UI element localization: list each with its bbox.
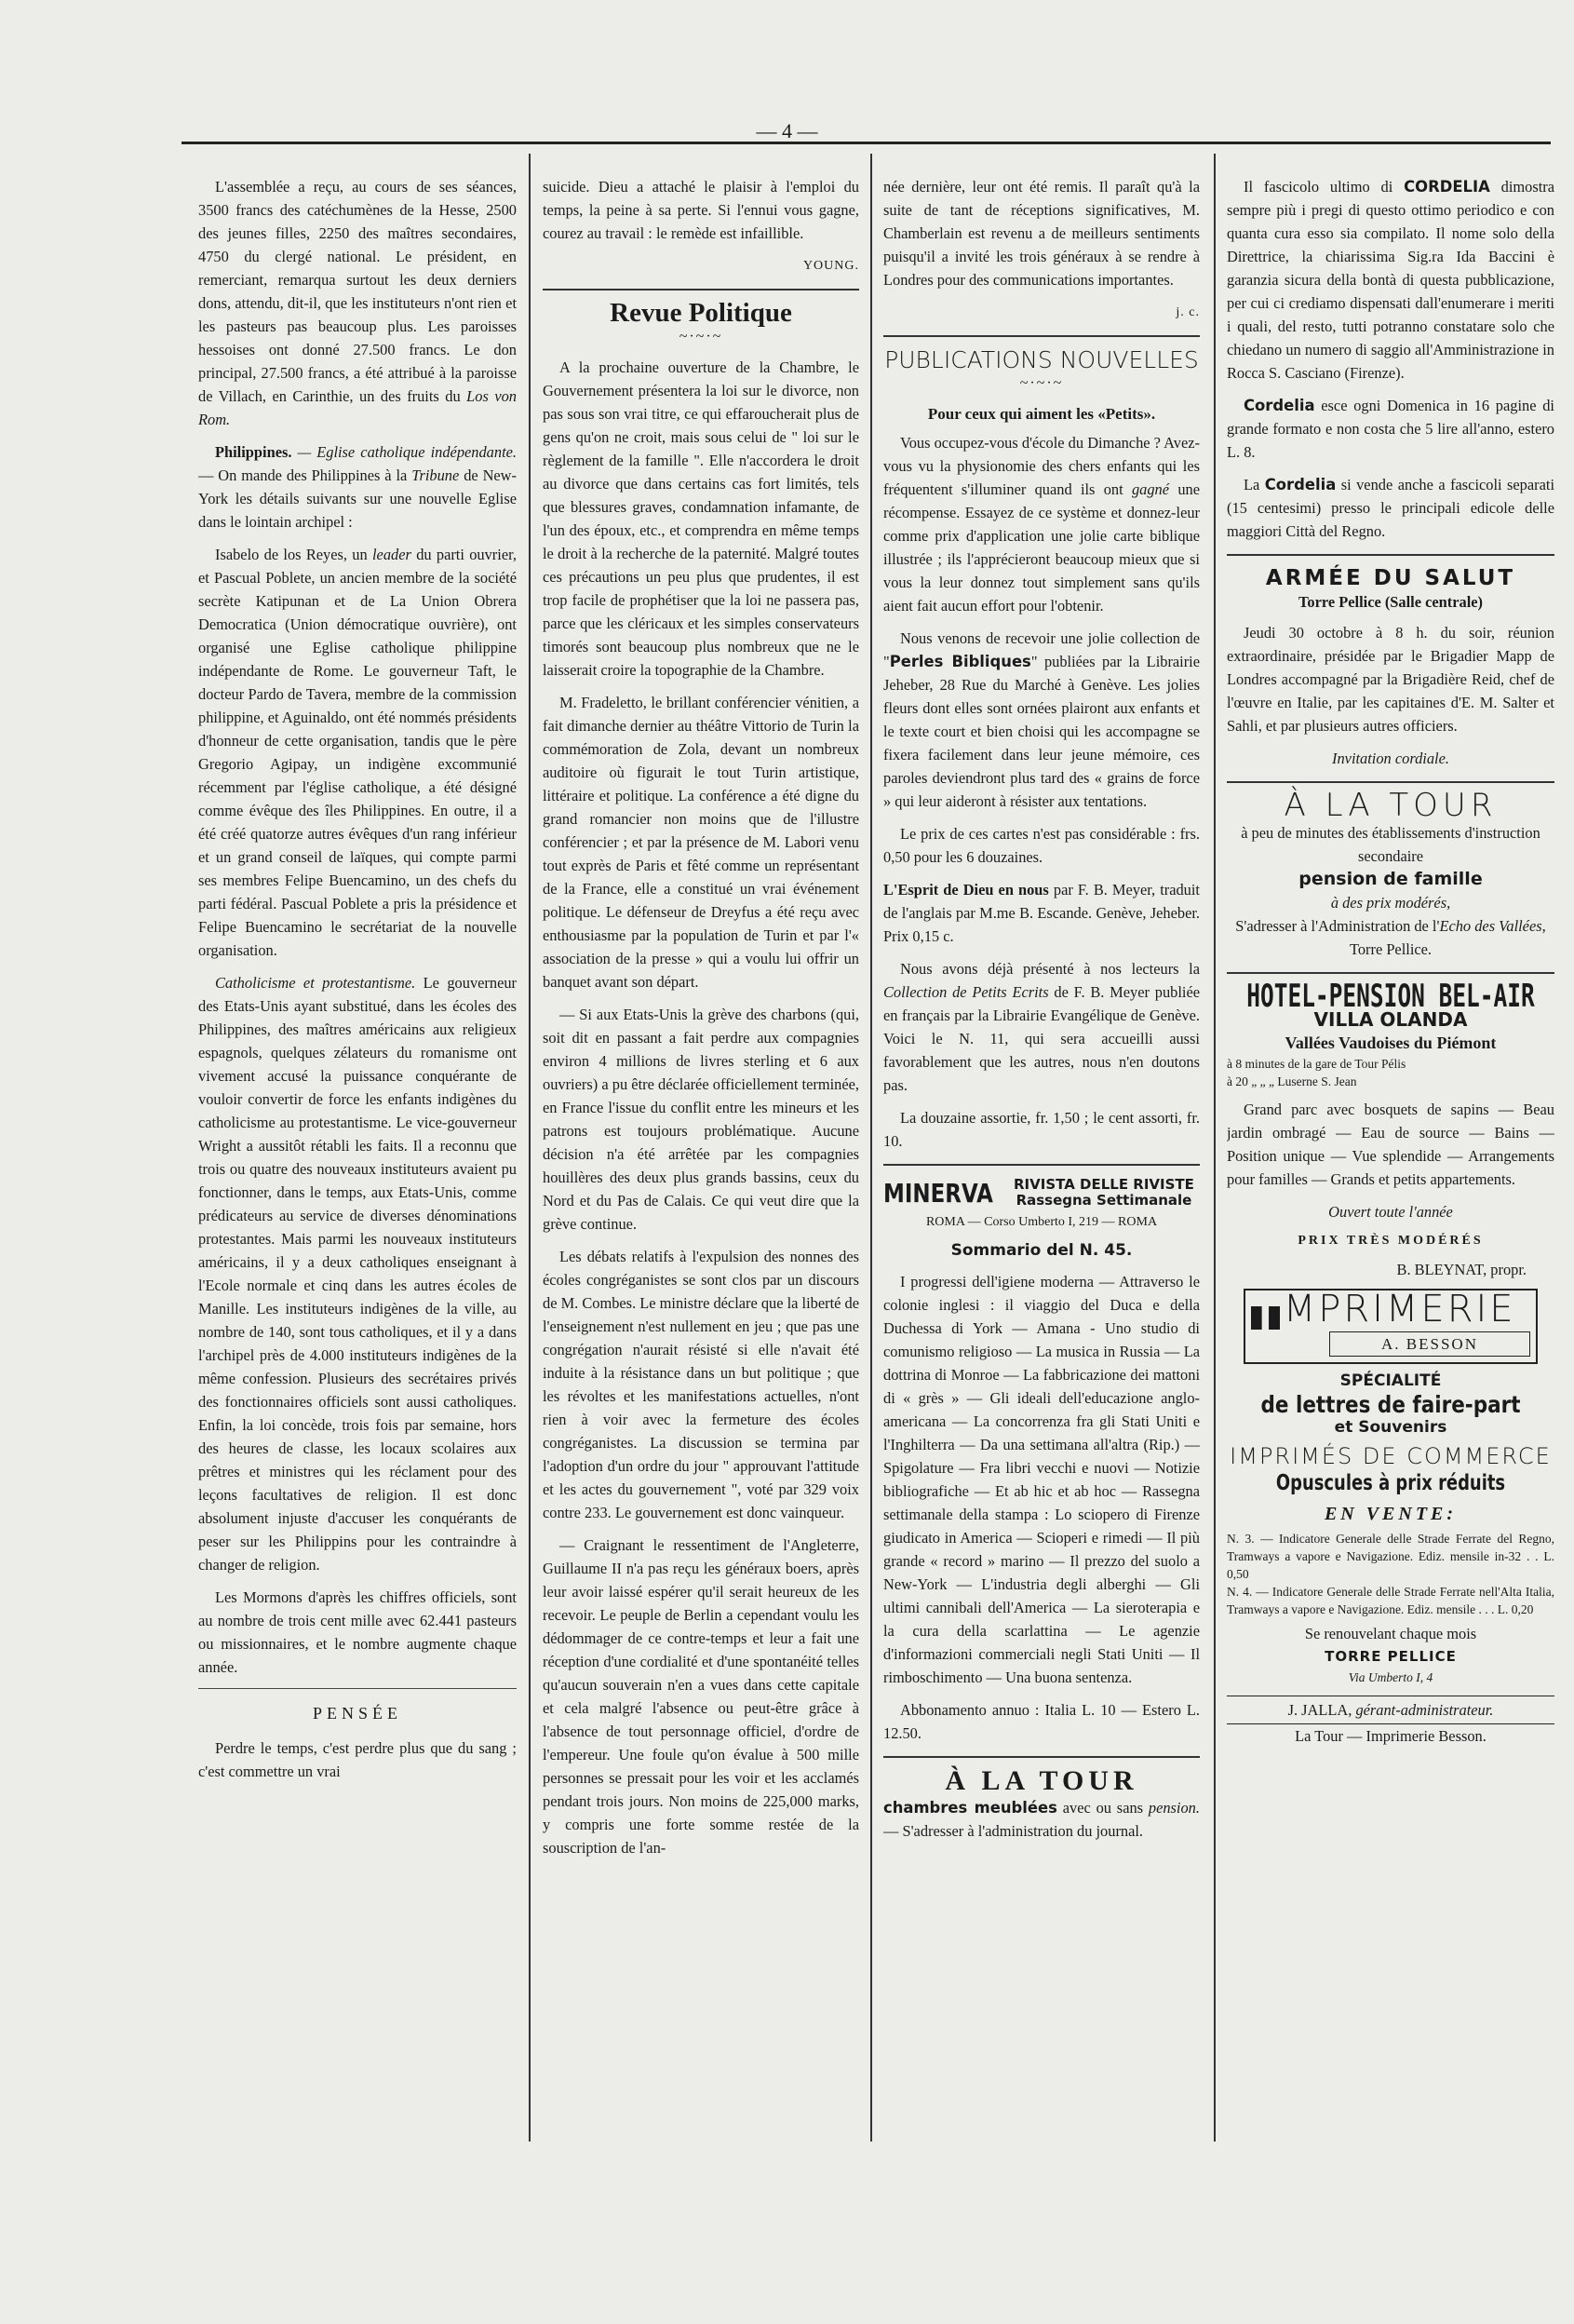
- divider: [198, 1688, 517, 1689]
- hotel-pension-title: HOTEL-PENSION BEL-AIR: [1246, 978, 1535, 1015]
- column-divider: [529, 154, 531, 2142]
- assemblee-paragraph: L'assemblée a reçu, au cours de ses séances, 3500 francs des catéchumènes de la Hesse, 2500 des jeunes filles, 2250 des maîtres secondaires, 4750 du clergé national. Le président, en remerciant, remarqua surtout les deux derniers dons, attendu, dit-il, que les instituteurs n'ont rien et les pasteurs pas beaucoup plus. Les paroisses hessoises ont donné 27.500 francs. Le don principal, 27.500 francs, a été attribué à la paroisse de Villach, en Carinthie, un des fruits du Los von Rom.: [198, 178, 517, 428]
- villa-olanda: VILLA OLANDA: [1313, 1008, 1468, 1031]
- imprimerie-initial: I: [1251, 1306, 1280, 1330]
- imprimerie-besson-footer: La Tour — Imprimerie Besson.: [1295, 1726, 1487, 1745]
- revue-continuation: née dernière, leur ont été remis. Il paraît qu'à la suite de tant de réceptions significatives, M. Chamberlain est revenu a de meilleurs sentiments puisqu'il a invité les trois généraux à se rendre à Londres pour des communications importantes.: [883, 178, 1200, 289]
- ornament-icon: ~·~·~: [1019, 375, 1064, 391]
- publication-paragraph: Vous occupez-vous d'école du Dimanche ? Avez-vous vu la physionomie des chers enfants qui les fréquentent s'illuminer quand ils ont gagné une récompense. Essayez de ce système et donnez-leur comme prix d'application une jolie carte biblique illustrée ; ils l'apprécieront beaucoup mieux que si vous la leur donnez tout simplement sans qu'ils aient fait aucun effort pour l'obtenir.: [883, 434, 1200, 615]
- header-rule: [182, 142, 1551, 144]
- armee-text: Jeudi 30 octobre à 8 h. du soir, réunion extraordinaire, présidée par le Brigadier Mapp de Londres accompagné par la Brigadière Reid, chef de l'œuvre en Italie, par les capitaines d'E. M. Salter et Sahli, et par plusieurs autres officiers.: [1227, 624, 1554, 735]
- bleynat-text: B. BLEYNAT, propr.: [1396, 1261, 1527, 1278]
- divider: [883, 1164, 1200, 1166]
- revue-paragraph: Les débats relatifs à l'expulsion des nonnes des écoles congréganistes se sont clos par un discours de M. Combes. Le ministre déclare que la liberté de l'enseignement n'est nullement en jeu ; que pas une congrégation n'aurait résisté si elle n'avait été induite à la résistance dans un but politique ; que les révoltes et les manifestations actuelles, n'ont rien à voir avec la fermeture des écoles congréganistes. La discussion se termina par l'adoption d'un ordre du jour " approuvant l'attitude et les actes du gouvernement ", voté par 329 voix contre 233. Le gouvernement est donc vainqueur.: [543, 1248, 859, 1521]
- petits-subheading: Pour ceux qui aiment les «Petits».: [927, 405, 1156, 423]
- revue-paragraph: M. Fradeletto, le brillant conférencier vénitien, a fait dimanche dernier au théâtre Vittorio de Turin la commémoration de Zola, devant un nombreux auditoire où figurait le tout Turin artistique, littéraire et politique. La conférence a été digne du grand romancier non moins que de l'illustre conférencier ; et par la présence de M. Labori venu tout exprès de Paris et fêté comme un représentant de la France, elle a constitué un vrai événement politique. Le défenseur de Dreyfus a été reçu avec enthousiasme par la population de Turin et par l'« association de la presse » qui a voulu lui offrir un banquet avant son départ.: [543, 694, 859, 991]
- pensee-text: Perdre le temps, c'est perdre plus que du sang ; c'est commettre un vrai: [198, 1739, 517, 1780]
- philippines-intro: Philippines. — Eglise catholique indépendante. — On mande des Philippines à la Tribune de New-York les détails suivants sur une nouvelle Eglise dans le lointain archipel :: [198, 443, 517, 531]
- invitation-text: Invitation cordiale.: [1332, 750, 1449, 767]
- en-vente-heading: EN VENTE:: [1324, 1503, 1458, 1524]
- author-signature: YOUNG.: [802, 259, 859, 273]
- esprit-paragraph: L'Esprit de Dieu en nous par F. B. Meyer, traduit de l'anglais par M.me B. Escande. Genève, Jeheber. Prix 0,15 c.: [883, 881, 1200, 945]
- pensee-continuation: suicide. Dieu a attaché le plaisir à l'emploi du temps, la peine à sa perte. Si l'ennui vous gagne, courez au travail : le remède est infaillible.: [543, 178, 859, 242]
- cordelia-paragraph: Il fascicolo ultimo di CORDELIA dimostra sempre più i pregi di questo ottimo periodico e con quanta cura esso sia compilato. Il nome solo della Direttrice, la chiarissima Sig.ra Ida Baccini è garanzia sicura della bontà di questa pubblicazione, per cui ci crediamo dispensati dall'enumerare i meriti i quali, del resto, tutti potranno constatare solo che chiedano un numero di saggio all'Amministrazione in Rocca S. Casciano (Firenze).: [1227, 178, 1554, 382]
- catholicisme-paragraph: Catholicisme et protestantisme. Le gouverneur des Etats-Unis ayant substitué, dans les écoles des Philippines, des maîtres américains aux religieux espagnols, quelques zélateurs du romanisme ont vivement accusé la puissance conquérante de vouloir convertir de force les enfants indigènes du catholicisme au protestantisme. Le vice-gouverneur Wright a aussitôt rétabli les faits. Il a reconnu que trois ou quatre des nouveaux instituteurs avaient pu fonctionner, dans le temps, aux Etats-Unis, comme prédicateurs au service de diverses dénominations protestantes. Mais parmi les nouveaux instituteurs américains, il y a deux catholiques enseignant à l'Ecole normale et cinq dans les autres écoles de Manille. Les instituteurs indigènes de la ville, au nombre de 140, sont tous catholiques, et il y a dans l'archipel près de 4.000 instituteurs indigènes de la même confession. Plusieurs des secrétaires privés des fonctionnaires officiels sont aussi catholiques. Enfin, la loi concède, trois fois par semaine, hors des heures de classe, les locaux scolaires aux prêtres et ministres qui les réclament pour des leçons facultatives de religion. Il est donc absolument injuste d'accuser les conquérants de peser sur les Philippins pour les contraindre à changer de religion.: [198, 974, 517, 1574]
- divider: [1227, 781, 1554, 783]
- revue-paragraph: A la prochaine ouverture de la Chambre, le Gouvernement présentera la loi sur le divorce, non pas sous son vrai titre, ce qui effaroucherait plus de gens qu'on ne croit, mais sous celui de " loi sur le règlement de la famille ". Elle n'accordera le droit au divorce que dans certains cas fort limités, tels que blessures graves, condamnation infamante, de l'un des époux, etc., et comprendra en même temps le droit à la recherche de la paternité. Malgré toutes ces précautions un peu plus que prudentes, il est trop facile de prophétiser que la loi ne passera pas, parce que les cléricaux et les simples conservateurs timorés sont beaucoup plus nombreux que ne le laisserait croire la topographie de la Chambre.: [543, 358, 859, 679]
- besson-label: A. BESSON: [1329, 1331, 1530, 1357]
- publication-paragraph: Nous venons de recevoir une jolie collection de "Perles Bibliques" publiées par la Librairie Jeheber, 28 Rue du Marché à Genève. Les jolies fleurs dont elles sont ornées plairont aux enfants et le texte court et bien choisi qui les accompagne se fixera facilement dans leur jeune mémoire, ces paroles deviendront plus tard des « grains de force » qui leur aideront à résister aux tentations.: [883, 629, 1200, 810]
- ouvert-text: Ouvert toute l'année: [1328, 1203, 1453, 1221]
- a-la-tour-heading-2: À LA TOUR: [1284, 787, 1498, 824]
- salle-centrale: Torre Pellice (Salle centrale): [1298, 593, 1483, 611]
- minutes-gare: à 8 minutes de la gare de Tour Pélis: [1227, 1057, 1406, 1071]
- sadresser-text: S'adresser à l'Administration de l'Echo des Vallées, Torre Pellice.: [1235, 917, 1546, 958]
- prix-moderes: à des prix modérés,: [1330, 894, 1451, 912]
- sommario-heading: Sommario del N. 45.: [950, 1241, 1133, 1260]
- author-signature: j. c.: [1176, 305, 1200, 319]
- imprimerie-title: MPRIMERIE: [1283, 1288, 1516, 1331]
- minutes-luserne: à 20 „ „ „ Luserne S. Jean: [1227, 1074, 1357, 1088]
- column-divider: [1214, 154, 1216, 2142]
- minerva-subtitle: RIVISTA DELLE RIVISTE: [1014, 1176, 1194, 1193]
- column-4: [1227, 175, 1554, 2168]
- ornament-icon: ~·~·~: [679, 329, 723, 345]
- pensee-heading: PENSÉE: [312, 1704, 402, 1723]
- minerva-address: ROMA — Corso Umberto I, 219 — ROMA: [925, 1215, 1158, 1229]
- minerva-title: MINERVA: [883, 1177, 993, 1209]
- a-la-tour-heading: À LA TOUR: [945, 1765, 1138, 1796]
- publication-paragraph: Le prix de ces cartes n'est pas considérable : frs. 0,50 pour les 6 douzaines.: [883, 825, 1200, 866]
- divider: [1227, 972, 1554, 974]
- torre-pellice-label: TORRE PELLICE: [1325, 1647, 1457, 1665]
- revue-paragraph: — Craignant le ressentiment de l'Angleterre, Guillaume II n'a pas reçu les généraux boers, après leur avoir laissé espérer qu'il serait heureux de les recevoir. Le peuple de Berlin a cependant voulu les dédommager de ce contre-temps et leur a fait une réception d'une cordialité et d'une spontanéité telles qu'aucun souverain n'en a vues dans cette capitale et cela malgré l'absence ou peut-être grâce à l'absence de tout personnage officiel, d'ordre de l'empereur. Une foule qu'on évalue à 500 mille personnes se pressait pour les voir et les acclamés pendant trois jours. Non moins de 225,000 marks, y compris une forte somme restée de la souscription de l'an-: [543, 1536, 859, 1857]
- divider: [1227, 554, 1554, 556]
- imprimes-commerce: IMPRIMÉS DE COMMERCE: [1230, 1442, 1552, 1469]
- column-divider: [870, 154, 872, 2142]
- gerant-line: J. JALLA, gérant-administrateur.: [1227, 1696, 1554, 1724]
- publication-paragraph: La douzaine assortie, fr. 1,50 ; le cent assorti, fr. 10.: [883, 1109, 1200, 1150]
- vallees-vaudoises: Vallées Vaudoises du Piémont: [1285, 1034, 1497, 1052]
- indicatore-n3: N. 3. — Indicatore Generale delle Strade Ferrate del Regno, Tramways a vapore e Navigazione. Ediz. mensile in-32 . . L. 0,50: [1227, 1531, 1554, 1581]
- cordelia-paragraph: La Cordelia si vende anche a fascicoli separati (15 centesimi) presso le principali edicole delle maggiori Città del Regno.: [1227, 476, 1554, 540]
- grand-parc-text: Grand parc avec bosquets de sapins — Beau jardin ombragé — Eau de source — Bains — Position unique — Vue splendide — Arrangements pour familles — Grands et petits appartements.: [1227, 1101, 1554, 1188]
- column-1: [198, 175, 517, 2168]
- mormons-paragraph: Les Mormons d'après les chiffres officiels, sont au nombre de trois cent mille avec 62.441 pasteurs ou missionnaires, et le nombre augmente chaque année.: [198, 1588, 517, 1676]
- column-3: [883, 175, 1200, 2168]
- divider: [543, 289, 859, 290]
- via-umberto: Via Umberto I, 4: [1348, 1669, 1433, 1684]
- divider: [883, 335, 1200, 337]
- pension-famille: pension de famille: [1298, 869, 1483, 889]
- column-2: [543, 175, 859, 2168]
- page-number: — 4 —: [756, 119, 818, 142]
- lettres-faire-part: de lettres de faire-part: [1260, 1390, 1521, 1418]
- opuscules-text: Opuscules à prix réduits: [1275, 1470, 1506, 1495]
- souvenirs-text: et Souvenirs: [1334, 1417, 1447, 1437]
- divider: [883, 1756, 1200, 1758]
- sommario-text: I progressi dell'igiene moderna — Attraverso le colonie inglesi : il viaggio del Duca e della Duchessa di York — Amana - Uno studio di comunismo religioso — La musica in Russia — La dottrina di Monroe — La fabbricazione dei mattoni di « grès » — Gli ideali dell'educazione anglo-americana — La concorrenza fra gli Stati Uniti e l'Inghilterra — Da una settimana all'altra (Rip.) — Spigolature — Fra libri vecchi e nuovi — Notizie bibliografiche — Et ab hic et ab hoc — Rassegna settimanale della stampa : Lo sciopero di Firenze giudicato in America — Scioperi e rimedi — Il più grande « record » marino — Il prezzo del suolo a New-York — L'industria degli alberghi — Gli ultimi cannibali dell'America — La sieroterapia e la cura della scarlattina — Le agenzie d'informazioni commerciali negli Stati Uniti — Il rimboschimento — Una buona sentenza.: [883, 1273, 1200, 1686]
- instruction-text: à peu de minutes des établissements d'instruction secondaire: [1241, 824, 1540, 865]
- prix-tres-moderes: PRIX TRÈS MODÉRÉS: [1298, 1234, 1484, 1248]
- armee-du-salut-heading: ARMÉE DU SALUT: [1265, 566, 1516, 590]
- minerva-rassegna: Rassegna Settimanale: [1016, 1192, 1192, 1209]
- cordelia-paragraph: Cordelia esce ogni Domenica in 16 pagine di grande formato e non costa che 5 lire all'anno, estero L. 8.: [1227, 397, 1554, 461]
- specialite-heading: SPÉCIALITÉ: [1339, 1371, 1442, 1390]
- indicatore-n4: N. 4. — Indicatore Generale delle Strade Ferrate nell'Alta Italia, Tramways a vapore e Navigazione. Ediz. mensile . . . L. 0,20: [1227, 1584, 1554, 1616]
- publication-paragraph: Nous avons déjà présenté à nos lecteurs la Collection de Petits Ecrits de F. B. Meyer publiée en français par la Librairie Evangélique de Genève. Voici le N. 11, qui sera accueilli aussi favorablement que les autres, nous n'en doutons pas.: [883, 960, 1200, 1094]
- revue-paragraph: — Si aux Etats-Unis la grève des charbons (qui, soit dit en passant a fait perdre aux compagnies environ 4 millions de livres sterling et 6 aux ouvriers) a pu être déclarée officiellement terminée, en France l'issue du conflit entre les mineurs et les patrons est toujours problématique. Aucune décision n'a été arrêtée par les compagnies houillères des deux plus grands bassins, ceux du Nord et du Pas de Calais. Ce qui veut dire que la grève continue.: [543, 1006, 859, 1233]
- chambres-ad: chambres meublées avec ou sans pension. — S'adresser à l'administration du journal.: [883, 1799, 1200, 1840]
- revue-politique-heading: Revue Politique: [610, 298, 792, 328]
- renouvelant-text: Se renouvelant chaque mois: [1304, 1624, 1477, 1642]
- isabelo-paragraph: Isabelo de los Reyes, un leader du parti ouvrier, et Pascual Poblete, un ancien membre de la société secrète Katipunan et de La Union Obrera Democratica (Union démocratique ouvrière), ont organisé une Eglise catholique philippine indépendante de Rome. Le gouverneur Taft, le docteur Pardo de Tavera, membre de la commission philippine, et Aguinaldo, ont été nommés présidents d'honneur de cette organisation, tandis que le père Gregorio Agipay, un indigène excommunié récemment par l'église catholique, a été désigné comme évêque des îles Philippines. En outre, il a été créé quatorze autres évêques d'un rang inférieur et un grand conseil de laïques, qui compte parmi ses membres Felipe Buencamino, un des chefs du parti fédéral. Pascual Poblete a pris la présidence et Felipe Buencamino le secrétariat de la nouvelle organisation.: [198, 546, 517, 959]
- publications-heading: PUBLICATIONS NOUVELLES: [884, 346, 1199, 373]
- minerva-header: [883, 1177, 1200, 1209]
- imprimerie-box: [1244, 1289, 1538, 1364]
- abbonamento-text: Abbonamento annuo : Italia L. 10 — Estero L. 12.50.: [883, 1701, 1200, 1742]
